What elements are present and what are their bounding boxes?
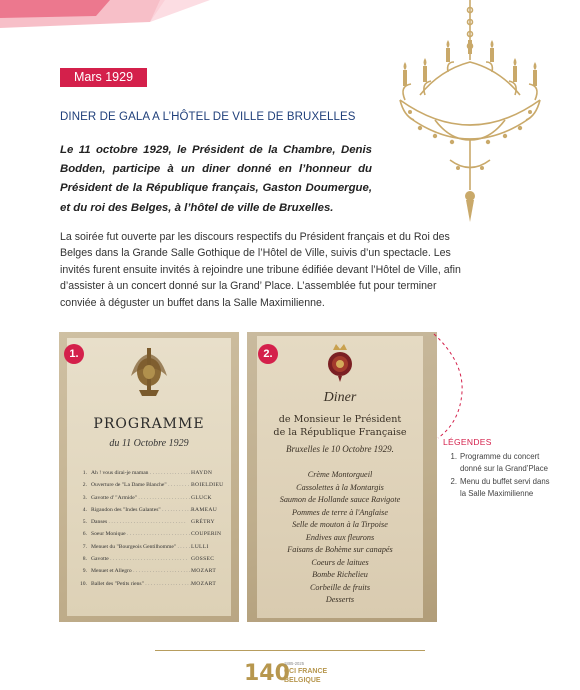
legend-list [443, 451, 555, 501]
row-composer: GOSSEC [191, 556, 215, 563]
row-number: 2. [82, 482, 87, 489]
menu-item: Cassolettes à la Montargis [296, 482, 384, 492]
programme-row [77, 482, 225, 494]
footer-divider [155, 650, 425, 651]
row-composer: HAYDN [191, 470, 213, 476]
menu-item: Corbeille de fruits [309, 582, 371, 592]
row-number: 3. [82, 494, 87, 501]
programme-list [77, 470, 225, 593]
row-piece: Soeur Monique . . . [91, 531, 191, 537]
menu-host-line1: de Monsieur le Président [278, 414, 402, 425]
menu-card [257, 336, 423, 618]
row-piece: Danses . . . [91, 519, 191, 525]
menu-item: Saumon de Hollande sauce Ravigote [279, 495, 401, 504]
programme-card [67, 338, 231, 616]
article-intro: Le 11 octobre 1929, le Président de la Chambre, Denis Bodden, participe à un diner donné en l’honneur du Président de la République français, Gaston Doumergue, et du roi des Belges, à l’hôtel de ville de Bruxelles. [60, 144, 372, 214]
programme-row [77, 556, 225, 568]
row-composer: LULLI [191, 543, 209, 550]
menu-item: Crème Montorgueil [307, 470, 373, 479]
menu-item: Coeurs de laitues [311, 557, 369, 567]
menu-photo [247, 332, 437, 622]
row-piece: Menuet et Allegro . . . [91, 568, 191, 574]
programme-title: PROGRAMME [93, 416, 205, 432]
article-body: La soirée fut ouverte par les discours respectifs du Président français et du Roi des Belges dans la Grande Salle Gothique de l’Hôtel de Ville, suivis d’un spectacle. Les invités furent ensuite invités à rejoindre une tribune édifiée devant l’Hôtel de Ville, afin d’assister à un concert donné sur la Grand’ Place. L’assemblée fut pour terminer conviée à déguster un buffet dans la Salle Maximilienne. [60, 231, 461, 309]
row-composer: COUPERIN [191, 531, 222, 538]
legend-item [443, 451, 555, 475]
row-piece: Gavotte d' "Armide" . . . [91, 495, 191, 501]
row-composer: GLUCK [191, 494, 212, 501]
row-number: 9. [82, 568, 87, 575]
programme-row [77, 470, 225, 482]
programme-date: du 11 Octobre 1929 [109, 438, 189, 449]
photo-number-badge: 1. [64, 344, 84, 364]
programme-row [77, 519, 225, 531]
row-composer: MOZART [191, 580, 217, 587]
row-number: 7. [82, 543, 87, 550]
row-piece: Ballet des "Petits riens" . . . [91, 581, 191, 587]
legend-item-number: 2. [450, 477, 457, 486]
menu-heading: Diner [323, 390, 357, 405]
programme-row [77, 495, 225, 507]
chandelier-illustration [380, 0, 560, 225]
programme-photo [59, 332, 239, 622]
menu-item: Desserts [325, 595, 355, 604]
menu-item: Endives aux fleurons [305, 532, 375, 542]
row-number: 6. [82, 531, 87, 538]
legend-pointer-line [430, 332, 470, 442]
row-piece: Rigaudon des "Indes Galantes" . . . [91, 507, 191, 513]
row-composer: MOZART [191, 568, 217, 575]
menu-date: Bruxelles le 10 Octobre 1929. [286, 444, 394, 454]
logo-line2: BELGIQUE [284, 677, 321, 684]
logo-anniversary-number: 140 [244, 661, 290, 686]
row-piece: Ah ! vous dirai-je maman . . . [91, 470, 191, 476]
row-piece: Menuet du "Bourgeois Gentilhomme" . . . [91, 544, 191, 550]
crest-emblem [325, 340, 355, 382]
legend-title: LÉGENDES [443, 437, 492, 447]
menu-host-line2: de la République Française [273, 427, 407, 438]
cci-france-belgique-logo [244, 660, 339, 688]
menu-item: Pommes de terre à l'Anglaise [291, 507, 389, 517]
legend-item [443, 476, 555, 500]
programme-row [77, 568, 225, 580]
row-number: 5. [82, 519, 87, 526]
menu-item: Bombe Richelieu [312, 570, 368, 579]
row-piece: Ouverture de "La Dame Blanche" . . . [91, 482, 191, 488]
programme-row [77, 507, 225, 519]
menu-item: Faisans de Bohème sur canapés [287, 545, 393, 554]
row-number: 10. [80, 580, 87, 587]
menu-item: Selle de mouton à la Tirpoise [292, 520, 388, 529]
article-title: DINER DE GALA A L’HÔTEL DE VILLE DE BRUXELLES [60, 111, 356, 123]
row-number: 1. [82, 470, 87, 476]
legend-item-number: 1. [450, 452, 457, 461]
row-piece: Gavotte . . . [91, 556, 191, 562]
row-composer: GRÉTRY [191, 519, 215, 526]
date-badge: Mars 1929 [60, 68, 147, 87]
programme-row [77, 544, 225, 556]
legend-item-text: Programme du concert donné sur la Grand’Place [460, 452, 548, 473]
row-number: 4. [82, 506, 87, 513]
logo-years: 1885-2025 [284, 661, 305, 666]
logo-line1: CCI FRANCE [284, 668, 328, 675]
programme-row [77, 581, 225, 593]
row-composer: RAMEAU [191, 506, 218, 513]
menu-list [257, 469, 423, 607]
programme-row [77, 531, 225, 543]
row-composer: BOIELDIEU [191, 482, 224, 489]
legend-item-text: Menu du buffet servi dans la Salle Maximilienne [460, 477, 550, 498]
row-number: 8. [82, 556, 87, 563]
photo-number-badge: 2. [258, 344, 278, 364]
coat-of-arms-emblem [125, 346, 173, 398]
